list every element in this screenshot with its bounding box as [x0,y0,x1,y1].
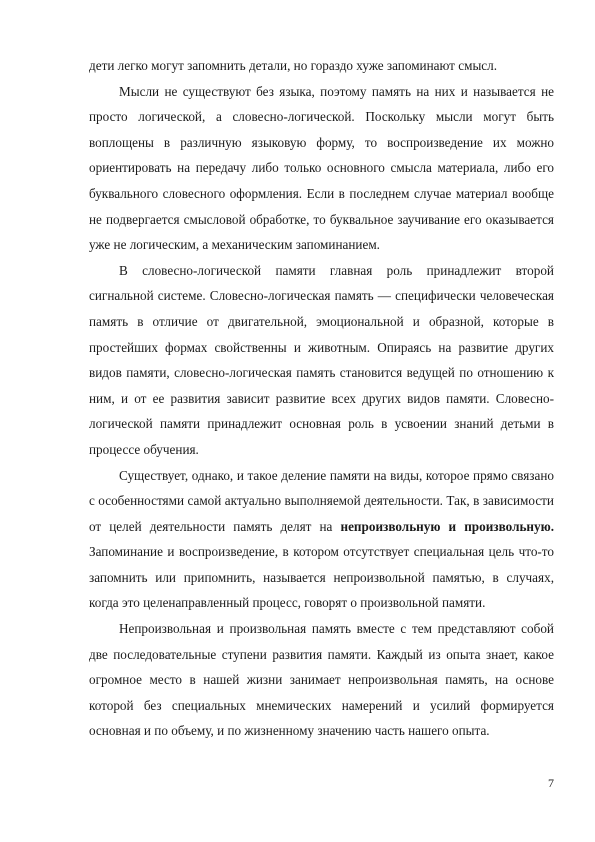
paragraph-verbal-logical-memory: Мысли не существуют без языка, поэтому память на них и называется не просто логической, а словесно-логической. Поскольку мысли могут быть воплощены в различную языковую форму, то воспроизведение их можно ориентировать на передачу либо только основного смысла материала, либо его буквального словесного оформления. Если в последнем случае материал вообще не подвергается смысловой обработке, то буквальное заучивание его оказывается уже не логическим, а механическим запоминанием. [89,83,554,253]
paragraph-memory-division [89,463,554,617]
bold-term: непроизвольную и произвольную. [340,518,555,534]
paragraph-continuation: дети легко могут запомнить детали, но гораздо хуже запоминают смысл. [89,58,498,73]
paragraph-involuntary-voluntary: Непроизвольная и произвольная память вместе с тем представляют собой две последовательные ступени развития памяти. Каждый из опыта знает, какое огромное место в нашей жизни занимает непроизвольная память, на основе которой без специальных мнемических намерений и усилий формируется основная и по объему, и по жизненному значению часть нашего опыта. [89,621,554,739]
paragraph-memory-division-end: Запоминание и воспроизведение, в котором отсутствует специальная цель что-то запомнить или припомнить, называется непроизвольной памятью, в случаях, когда это целенаправленный процесс, говорят о произвольной памяти. [89,544,554,611]
paragraph-memory-division-start: Существует, однако, и такое деление памяти на виды, которое прямо связано с особенностями самой актуально выполняемой деятельности. Так, в зависимости от целей деятельности память делят на [89,467,554,534]
page-number: 7 [548,776,554,790]
body-text [89,53,554,744]
paragraph-second-signal-system: В словесно-логической памяти главная роль принадлежит второй сигнальной системе. Словесно-логическая память — специфически человеческая память в отличие от двигательной, эмоциональной и образной, которые в простейших формах свойственны и животным. Опираясь на развитие других видов памяти, словесно-логическая память становится ведущей по отношению к ним, и от ее развития зависит развитие всех других видов памяти. Словесно-логической памяти принадлежит основная роль в усвоении знаний детьми в процессе обучения. [89,262,554,457]
